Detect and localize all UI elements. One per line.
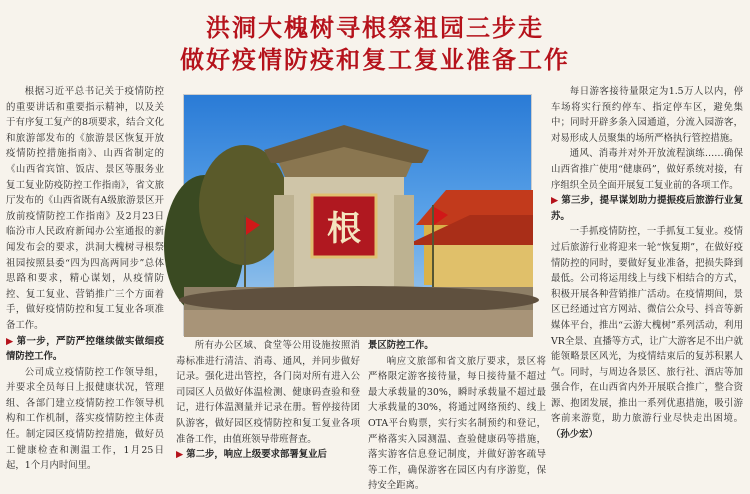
paragraph: 根据习近平总书记关于疫情防控的重要讲话和重要指示精神，以及关于有序复工复产的8项要求，结合文化和旅游部发布的《旅游景区恢复开放疫情防控措施指南》、山西省制定的《山西省宾馆、饭店、景区等服务业复工复业防疫防控工作指南》，省文旅厅发布的《山西省既有A级旅游景区开放前疫情防控工作指南》及2月23日临汾市人民政府新闻办公室通报的新闻发布会的要求，洪洞大槐树寻根祭祖园按照县委“四为四高两同步”总体思路和要求，精心谋划，从疫情防控、复工复业、营销推广三个方面着手，做好疫情防控和复工复业各项准备工作。 — [6, 86, 164, 331]
article-column-1 — [6, 84, 164, 482]
paragraph: 公司成立疫情防控工作领导组，并要求全员每日上报健康状况，管理组、各部门建立疫情防控工作领导机构和工作机制，落实疫情防控主体责任。制定园区疫情防控措施，做好员工健康检查和测温工作，1月25日起，1个月内时间里。 — [6, 366, 164, 472]
gate-photo-illustration — [184, 95, 533, 337]
paragraph: 所有办公区域、食堂等公用设施按照消毒标准进行清洁、消毒、通风，并同步做好记录。强化进出管控，各门岗对所有进入公司园区人员做好体温检测、健康码查验和登记，进行体温测量并记录在册。暂停接待团队游客，做好园区疫情防控和复工复业各项准备工作，由值班领导带班督查。 — [176, 340, 360, 445]
paragraph: 每日游客接待量限定为1.5万人以内，停车场将实行预约停车、指定停车区，避免集中；同时开辟多条入园通道，分流入园游客，对易形成人员聚集的场所严格执行管控措施。 — [551, 86, 743, 144]
paragraph-text: 一手抓疫情防控，一手抓复工复业。疫情过后旅游行业将迎来一轮“恢复期”，在做好疫情防控的同时，要做好复业准备，把损失降到最低。公司将运用线上与线下相结合的方式，积极开展各种营销推广活动。在疫情期间，景区已经通过官方网站、微信公众号、抖音等新媒体平台，推出“云游大槐树”系列活动，利用VR全景、直播等方式，让广大游客足不出户就能领略景区风光，为疫情结束后的复苏积累人气。同时，与周边各景区、旅行社、酒店等加强合作，在山西省内外开展联合推广，整合资源、抱团发展，推出一系列优惠措施，吸引游客前来游览，助力旅游行业尽快走出困境。 — [551, 226, 743, 425]
triangle-bullet-icon: ▶ — [551, 195, 559, 207]
section-heading — [6, 334, 164, 365]
article-column-4 — [551, 84, 743, 482]
headline-line-1: 洪洞大槐树寻根祭祖园三步走 — [206, 14, 544, 42]
plaque-character: 根 — [327, 209, 361, 249]
paragraph: 通风、消毒并对外开放流程演练……确保山西省推广使用“健康码”，做好系统对接，有序组织全员全面开展复工复业前的各项工作。 — [551, 148, 743, 191]
headline-line-2: 做好疫情防疫和复工复业准备工作 — [180, 46, 570, 74]
section-heading-continued: 景区防控工作。 — [368, 340, 434, 351]
section-heading — [551, 193, 743, 224]
section-heading-text: 第三步，提早谋划助力提振疫后旅游行业复苏。 — [551, 195, 743, 222]
section-heading-text: 第二步，响应上级要求部署复业后 — [186, 449, 327, 461]
section-heading — [176, 447, 360, 463]
section-heading-text: 第一步，严防严控继续做实做细疫情防控工作。 — [6, 335, 164, 363]
paragraph: 响应文旅部和省文旅厅要求，景区将严格限定游客接待量，每日接待量不超过最大承载量的30%，瞬时承载量不超过最大承载量的30%，将通过网络预约、线上OTA平台购票，实行实名制预约和登记，严格落实入园测温、查验健康码等措施，落实游客信息登记制度，并做好游客疏导等工作，确保游客在园区内有序游览，保持安全距离。 — [368, 355, 546, 492]
gate-photo — [183, 94, 532, 336]
author-byline: （孙少宏） — [551, 429, 598, 441]
paragraph — [551, 224, 743, 442]
article-column-2 — [176, 338, 360, 484]
triangle-bullet-icon: ▶ — [6, 335, 14, 347]
article-column-3 — [368, 338, 546, 492]
triangle-bullet-icon: ▶ — [176, 449, 184, 461]
